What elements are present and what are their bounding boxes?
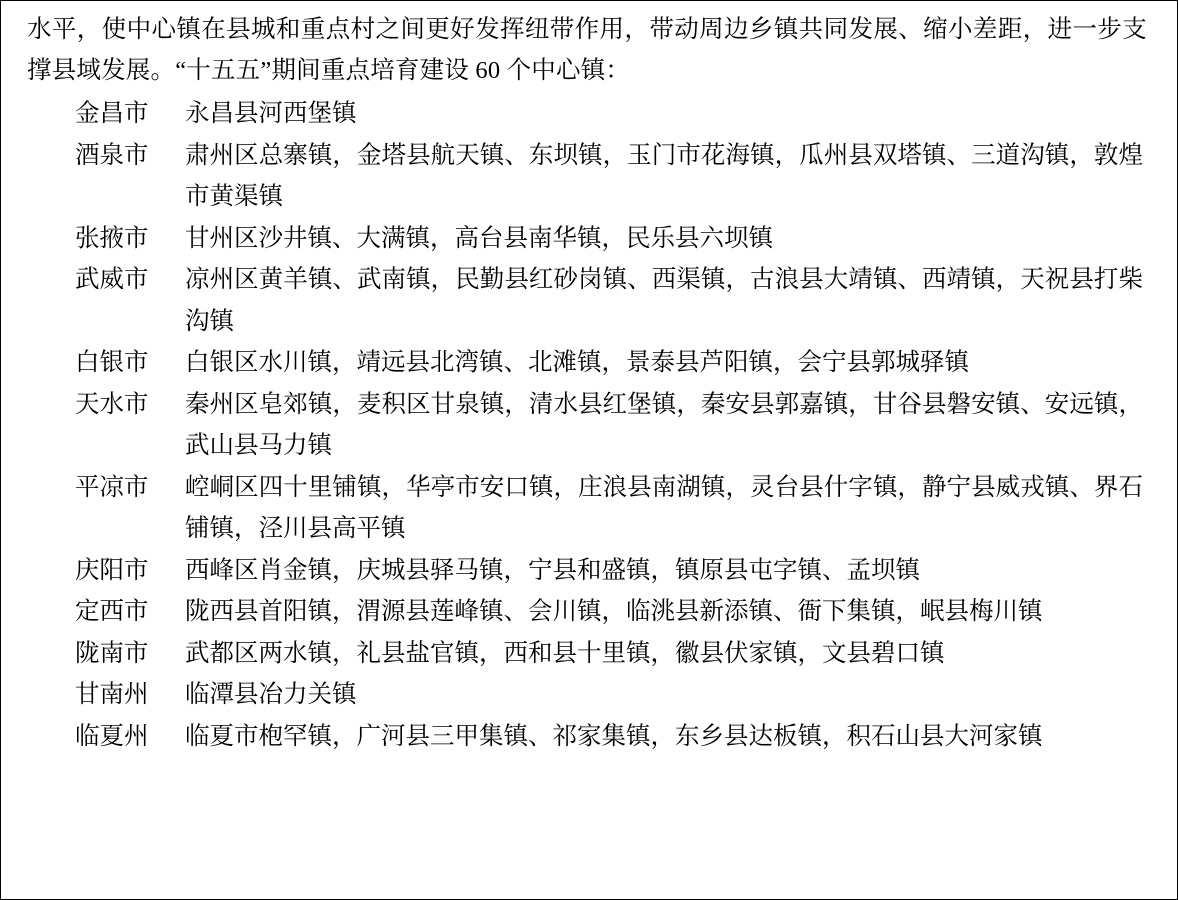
towns-text: 白银区水川镇，靖远县北湾镇、北滩镇，景泰县芦阳镇，会宁县郭城驿镇 [185, 349, 969, 376]
list-item [27, 342, 1147, 384]
towns-text: 永昌县河西堡镇 [185, 100, 357, 127]
towns-text: 临夏市枹罕镇，广河县三甲集镇、祁家集镇，东乡县达板镇，积石山县大河家镇 [185, 722, 1043, 750]
list-item [27, 467, 1147, 550]
list-item [27, 550, 1147, 592]
city-label: 酒泉市 [75, 141, 149, 169]
document-content [1, 1, 1177, 757]
list-item [27, 93, 1147, 135]
city-label: 金昌市 [75, 100, 149, 127]
city-label: 天水市 [75, 390, 149, 418]
city-label: 武威市 [75, 266, 149, 293]
city-label: 白银市 [75, 349, 149, 376]
list-item [27, 674, 1147, 716]
towns-text: 崆峒区四十里铺镇，华亭市安口镇，庄浪县南湖镇，灵台县什字镇，静宁县威戎镇、界石铺镇，泾川县高平镇 [185, 473, 1143, 542]
central-towns-list [27, 93, 1147, 757]
list-item [27, 633, 1147, 675]
towns-text: 秦州区皂郊镇，麦积区甘泉镇，清水县红堡镇，秦安县郭嘉镇，甘谷县磐安镇、安远镇，武山县马力镇 [185, 390, 1143, 459]
towns-text: 武都区两水镇，礼县盐官镇，西和县十里镇，徽县伏家镇，文县碧口镇 [185, 639, 945, 667]
towns-text: 陇西县首阳镇，渭源县莲峰镇、会川镇，临洮县新添镇、衙下集镇，岷县梅川镇 [185, 598, 1043, 625]
city-label: 庆阳市 [75, 556, 149, 584]
city-label: 定西市 [75, 598, 149, 625]
list-item [27, 218, 1147, 260]
list-item [27, 135, 1147, 218]
towns-text: 肃州区总寨镇，金塔县航天镇、东坝镇，玉门市花海镇，瓜州县双塔镇、三道沟镇，敦煌市黄渠镇 [185, 141, 1143, 210]
city-label: 甘南州 [75, 681, 149, 708]
towns-text: 甘州区沙井镇、大满镇，高台县南华镇，民乐县六坝镇 [185, 224, 773, 252]
list-item [27, 259, 1147, 342]
list-item [27, 716, 1147, 758]
towns-text: 凉州区黄羊镇、武南镇，民勤县红砂岗镇、西渠镇，古浪县大靖镇、西靖镇，天祝县打柴沟镇 [185, 266, 1143, 335]
city-label: 张掖市 [75, 224, 149, 252]
intro-paragraph: 水平，使中心镇在县城和重点村之间更好发挥纽带作用，带动周边乡镇共同发展、缩小差距，进一步支撑县域发展。“十五五”期间重点培育建设 60 个中心镇： [27, 16, 1147, 84]
towns-text: 临潭县冶力关镇 [185, 681, 357, 708]
list-item [27, 384, 1147, 467]
city-label: 临夏州 [75, 722, 149, 750]
list-item [27, 591, 1147, 633]
city-label: 陇南市 [75, 639, 149, 667]
towns-text: 西峰区肖金镇，庆城县驿马镇，宁县和盛镇，镇原县屯字镇、孟坝镇 [185, 556, 920, 584]
city-label: 平凉市 [75, 473, 149, 501]
